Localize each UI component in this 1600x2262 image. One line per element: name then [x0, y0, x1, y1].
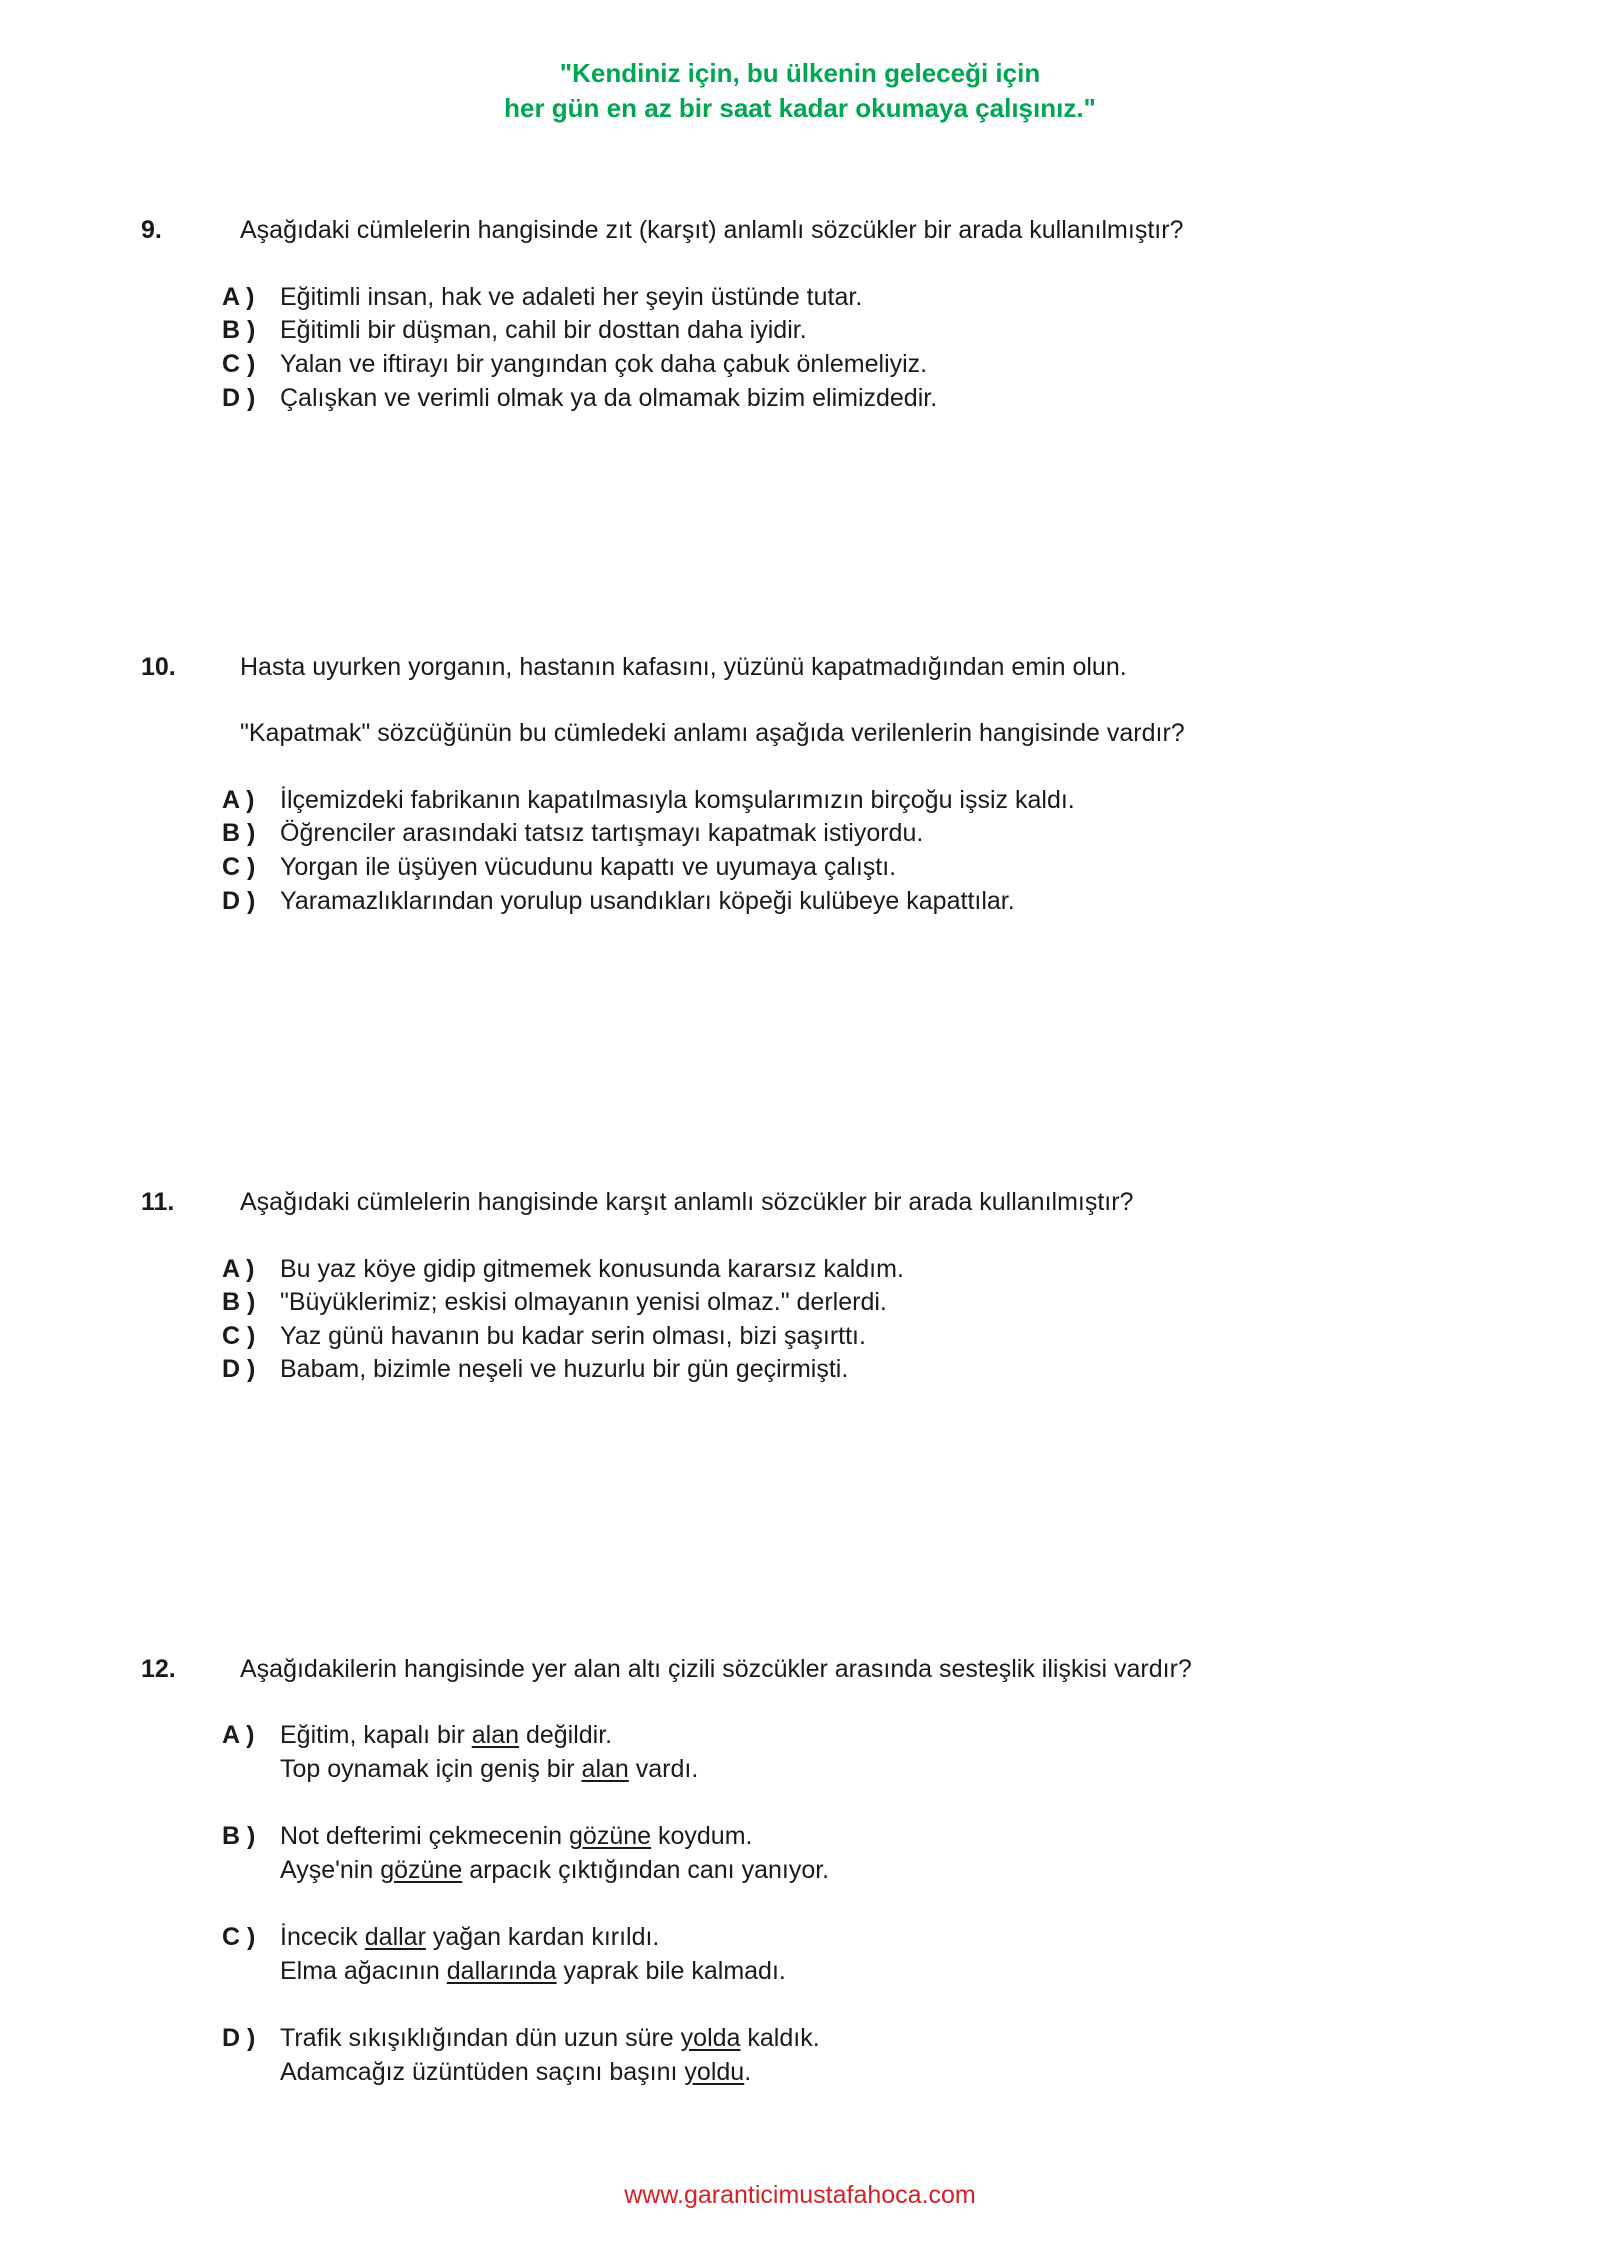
option-line-2: Adamcağız üzüntüden saçını başını yoldu. — [280, 2058, 752, 2086]
option-text: Yaz günü havanın bu kadar serin olması, bizi şaşırttı. — [280, 1322, 866, 1350]
underlined-word: gözüne — [380, 1856, 463, 1884]
underlined-word: dallar — [364, 1923, 426, 1951]
option-label: B ) — [222, 819, 256, 847]
option-label: B ) — [222, 1288, 256, 1316]
option-text: Eğitimli insan, hak ve adaleti her şeyin üstünde tutar. — [280, 283, 863, 311]
option-line-2: Ayşe'nin gözüne arpacık çıktığından canı yanıyor. — [280, 1856, 830, 1884]
underlined-word: alan — [581, 1755, 629, 1783]
option-text: Eğitimli bir düşman, cahil bir dosttan daha iyidir. — [280, 316, 807, 344]
underlined-word: yolda — [680, 2024, 741, 2052]
option-text: Bu yaz köye gidip gitmemek konusunda kararsız kaldım. — [280, 1255, 904, 1283]
option-text: Babam, bizimle neşeli ve huzurlu bir gün geçirmişti. — [280, 1355, 849, 1383]
option-text: Yaramazlıklarından yorulup usandıkları köpeği kulübeye kapattılar. — [280, 887, 1015, 915]
question-text: Aşağıdaki cümlelerin hangisinde zıt (karşıt) anlamlı sözcükler bir arada kullanılmıştır? — [240, 216, 1184, 244]
question-text: Aşağıdaki cümlelerin hangisinde karşıt anlamlı sözcükler bir arada kullanılmıştır? — [240, 1188, 1134, 1216]
question-number: 12. — [141, 1655, 176, 1683]
option-text: İlçemizdeki fabrikanın kapatılmasıyla komşularımızın birçoğu işsiz kaldı. — [280, 786, 1075, 814]
option-label: D ) — [222, 887, 256, 915]
underlined-word: dallarında — [446, 1957, 557, 1985]
underlined-word: alan — [471, 1721, 520, 1749]
option-label: A ) — [222, 1721, 255, 1749]
option-line-1: Not defterimi çekmecenin gözüne koydum. — [280, 1822, 753, 1850]
question-text: Hasta uyurken yorganın, hastanın kafasını, yüzünü kapatmadığından emin olun. — [240, 653, 1127, 681]
option-text — [280, 1920, 1530, 1988]
option-text: Çalışkan ve verimli olmak ya da olmamak bizim elimizdedir. — [280, 384, 938, 412]
option-label: A ) — [222, 283, 255, 311]
option-line-1: Eğitim, kapalı bir alan değildir. — [280, 1721, 613, 1749]
option-text — [280, 2021, 1530, 2089]
option-label: C ) — [222, 1322, 256, 1350]
option-label: D ) — [222, 1355, 256, 1383]
option-text — [280, 1819, 1530, 1887]
page-motto — [0, 56, 1600, 126]
footer-url[interactable]: www.garanticimustafahoca.com — [624, 2181, 976, 2209]
option-label: A ) — [222, 786, 255, 814]
option-text: "Büyüklerimiz; eskisi olmayanın yenisi olmaz." derlerdi. — [280, 1288, 887, 1316]
option-text — [280, 1718, 1530, 1786]
option-text: Yorgan ile üşüyen vücudunu kapattı ve uyumaya çalıştı. — [280, 853, 897, 881]
option-label: A ) — [222, 1255, 255, 1283]
option-line-1: Trafik sıkışıklığından dün uzun süre yolda kaldık. — [280, 2024, 820, 2052]
question-text: Aşağıdakilerin hangisinde yer alan altı çizili sözcükler arasında sesteşlik ilişkisi vardır? — [240, 1655, 1192, 1683]
underlined-word: gözüne — [569, 1822, 652, 1850]
option-label: C ) — [222, 350, 256, 378]
question-number: 11. — [141, 1188, 175, 1216]
option-label: B ) — [222, 1822, 256, 1850]
motto-line-1: "Kendiniz için, bu ülkenin geleceği için — [559, 58, 1041, 88]
option-label: C ) — [222, 1923, 256, 1951]
question-stem: "Kapatmak" sözcüğünün bu cümledeki anlamı aşağıda verilenlerin hangisinde vardır? — [240, 719, 1185, 747]
question-number: 10. — [141, 653, 176, 681]
option-label: D ) — [222, 2024, 256, 2052]
option-label: C ) — [222, 853, 256, 881]
option-line-1: İncecik dallar yağan kardan kırıldı. — [280, 1923, 660, 1951]
question-number: 9. — [141, 216, 162, 244]
option-label: B ) — [222, 316, 256, 344]
option-line-2: Top oynamak için geniş bir alan vardı. — [280, 1755, 699, 1783]
underlined-word: yoldu — [684, 2058, 745, 2086]
option-line-2: Elma ağacının dallarında yaprak bile kalmadı. — [280, 1957, 786, 1985]
option-label: D ) — [222, 384, 256, 412]
motto-line-2: her gün en az bir saat kadar okumaya çalışınız." — [504, 93, 1096, 123]
option-text: Yalan ve iftirayı bir yangından çok daha çabuk önlemeliyiz. — [280, 350, 928, 378]
option-text: Öğrenciler arasındaki tatsız tartışmayı kapatmak istiyordu. — [280, 819, 924, 847]
